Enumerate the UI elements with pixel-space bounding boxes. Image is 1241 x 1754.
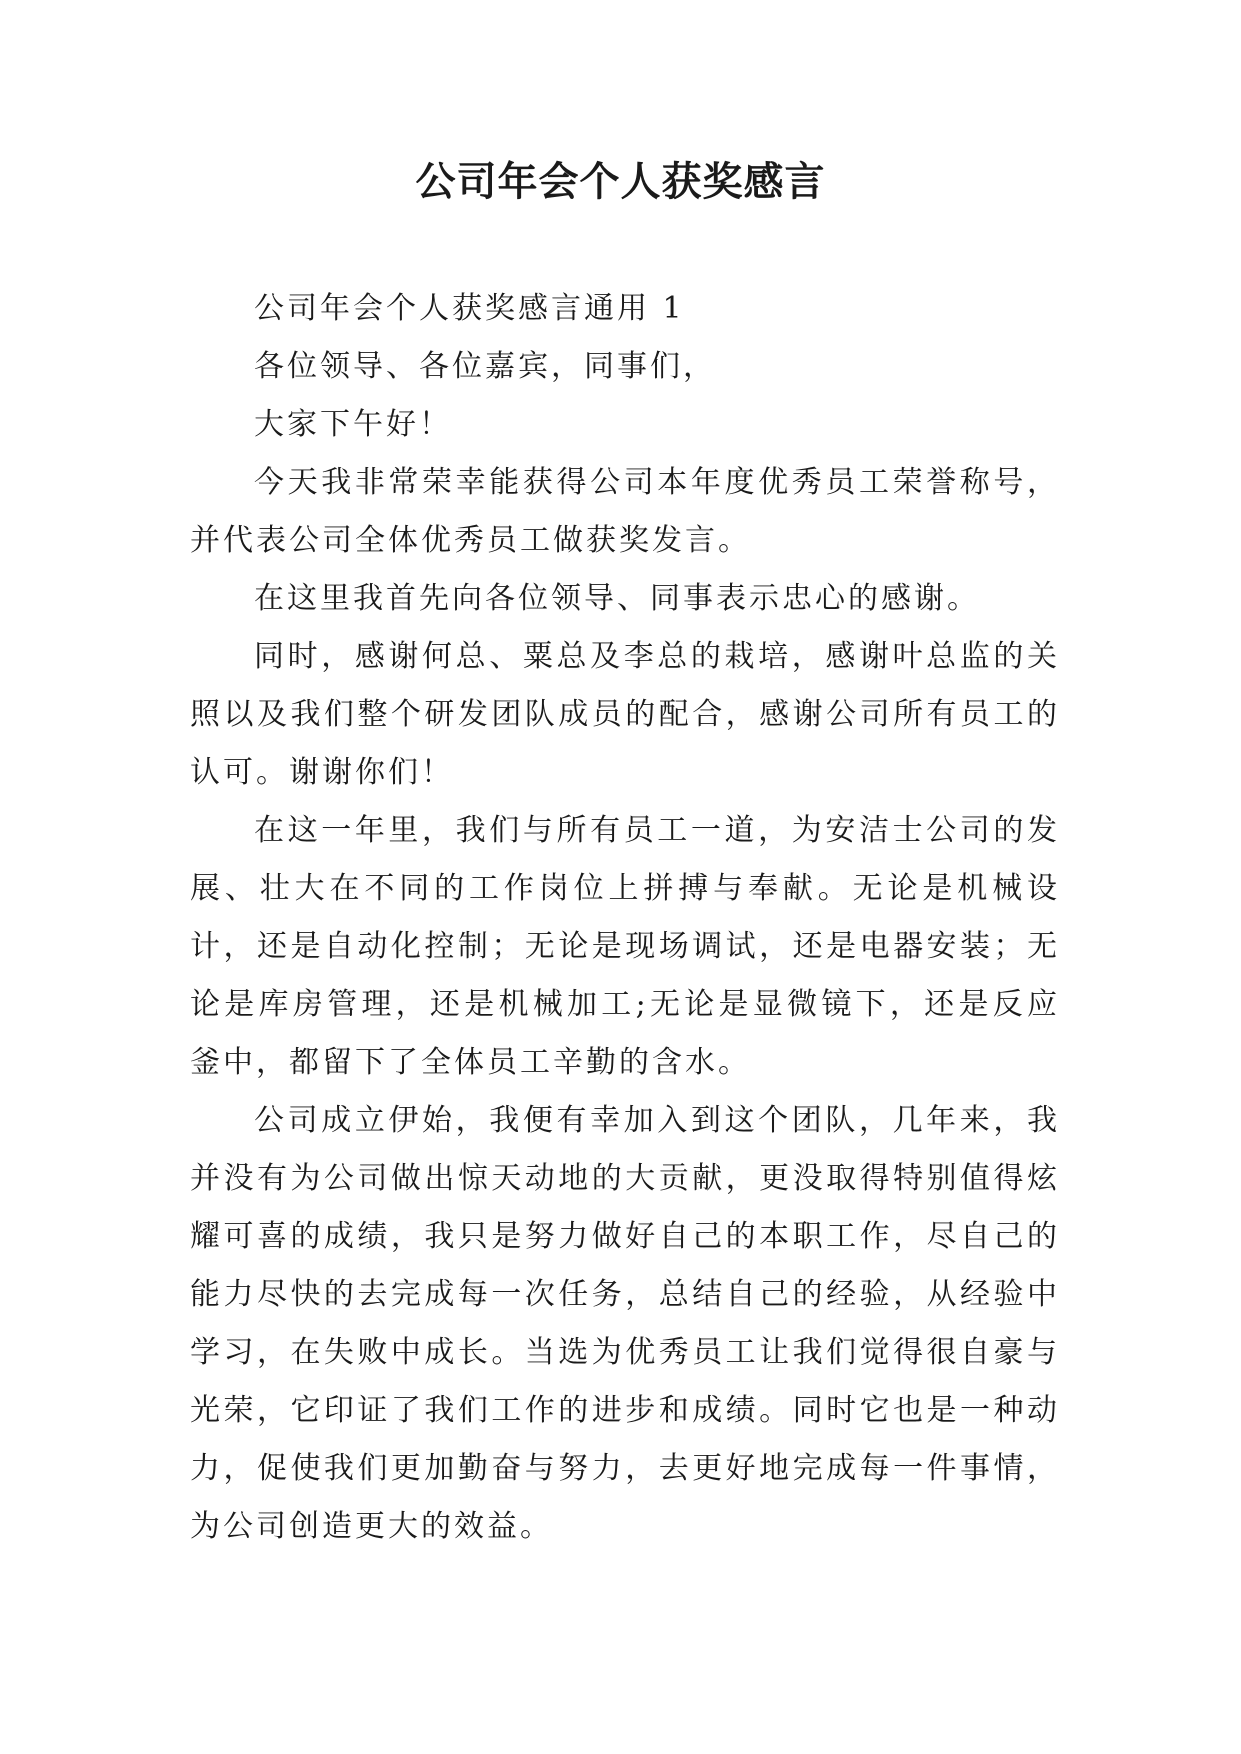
paragraph-salutation: 各位领导、各位嘉宾，同事们，: [254, 349, 716, 384]
paragraph-heading: 公司年会个人获奖感言通用 1: [254, 291, 685, 326]
document-title: 公司年会个人获奖感言: [415, 159, 826, 205]
paragraph: 在这一年里，我们与所有员工一道，为安洁士公司的发展、壮大在不同的工作岗位上拼搏与奉献。无论是机械设计，还是自动化控制；无论是现场调试，还是电器安装；无论是库房管理，还是机械加工;无论是显微镜下，还是反应釜中，都留下了全体员工辛勤的含水。: [190, 813, 1060, 1080]
paragraph: 今天我非常荣幸能获得公司本年度优秀员工荣誉称号，并代表公司全体优秀员工做获奖发言。: [190, 465, 1060, 558]
paragraph-greeting: 大家下午好！: [254, 407, 452, 442]
document-body: [190, 280, 1060, 1556]
paragraph: 同时，感谢何总、粟总及李总的栽培，感谢叶总监的关照以及我们整个研发团队成员的配合，感谢公司所有员工的认可。谢谢你们！: [190, 639, 1060, 790]
paragraph: 在这里我首先向各位领导、同事表示忠心的感谢。: [254, 581, 980, 616]
paragraph: 公司成立伊始，我便有幸加入到这个团队，几年来，我并没有为公司做出惊天动地的大贡献，更没取得特别值得炫耀可喜的成绩，我只是努力做好自己的本职工作，尽自己的能力尽快的去完成每一次任务，总结自己的经验，从经验中学习，在失败中成长。当选为优秀员工让我们觉得很自豪与光荣，它印证了我们工作的进步和成绩。同时它也是一种动力，促使我们更加勤奋与努力，去更好地完成每一件事情，为公司创造更大的效益。: [190, 1103, 1060, 1544]
